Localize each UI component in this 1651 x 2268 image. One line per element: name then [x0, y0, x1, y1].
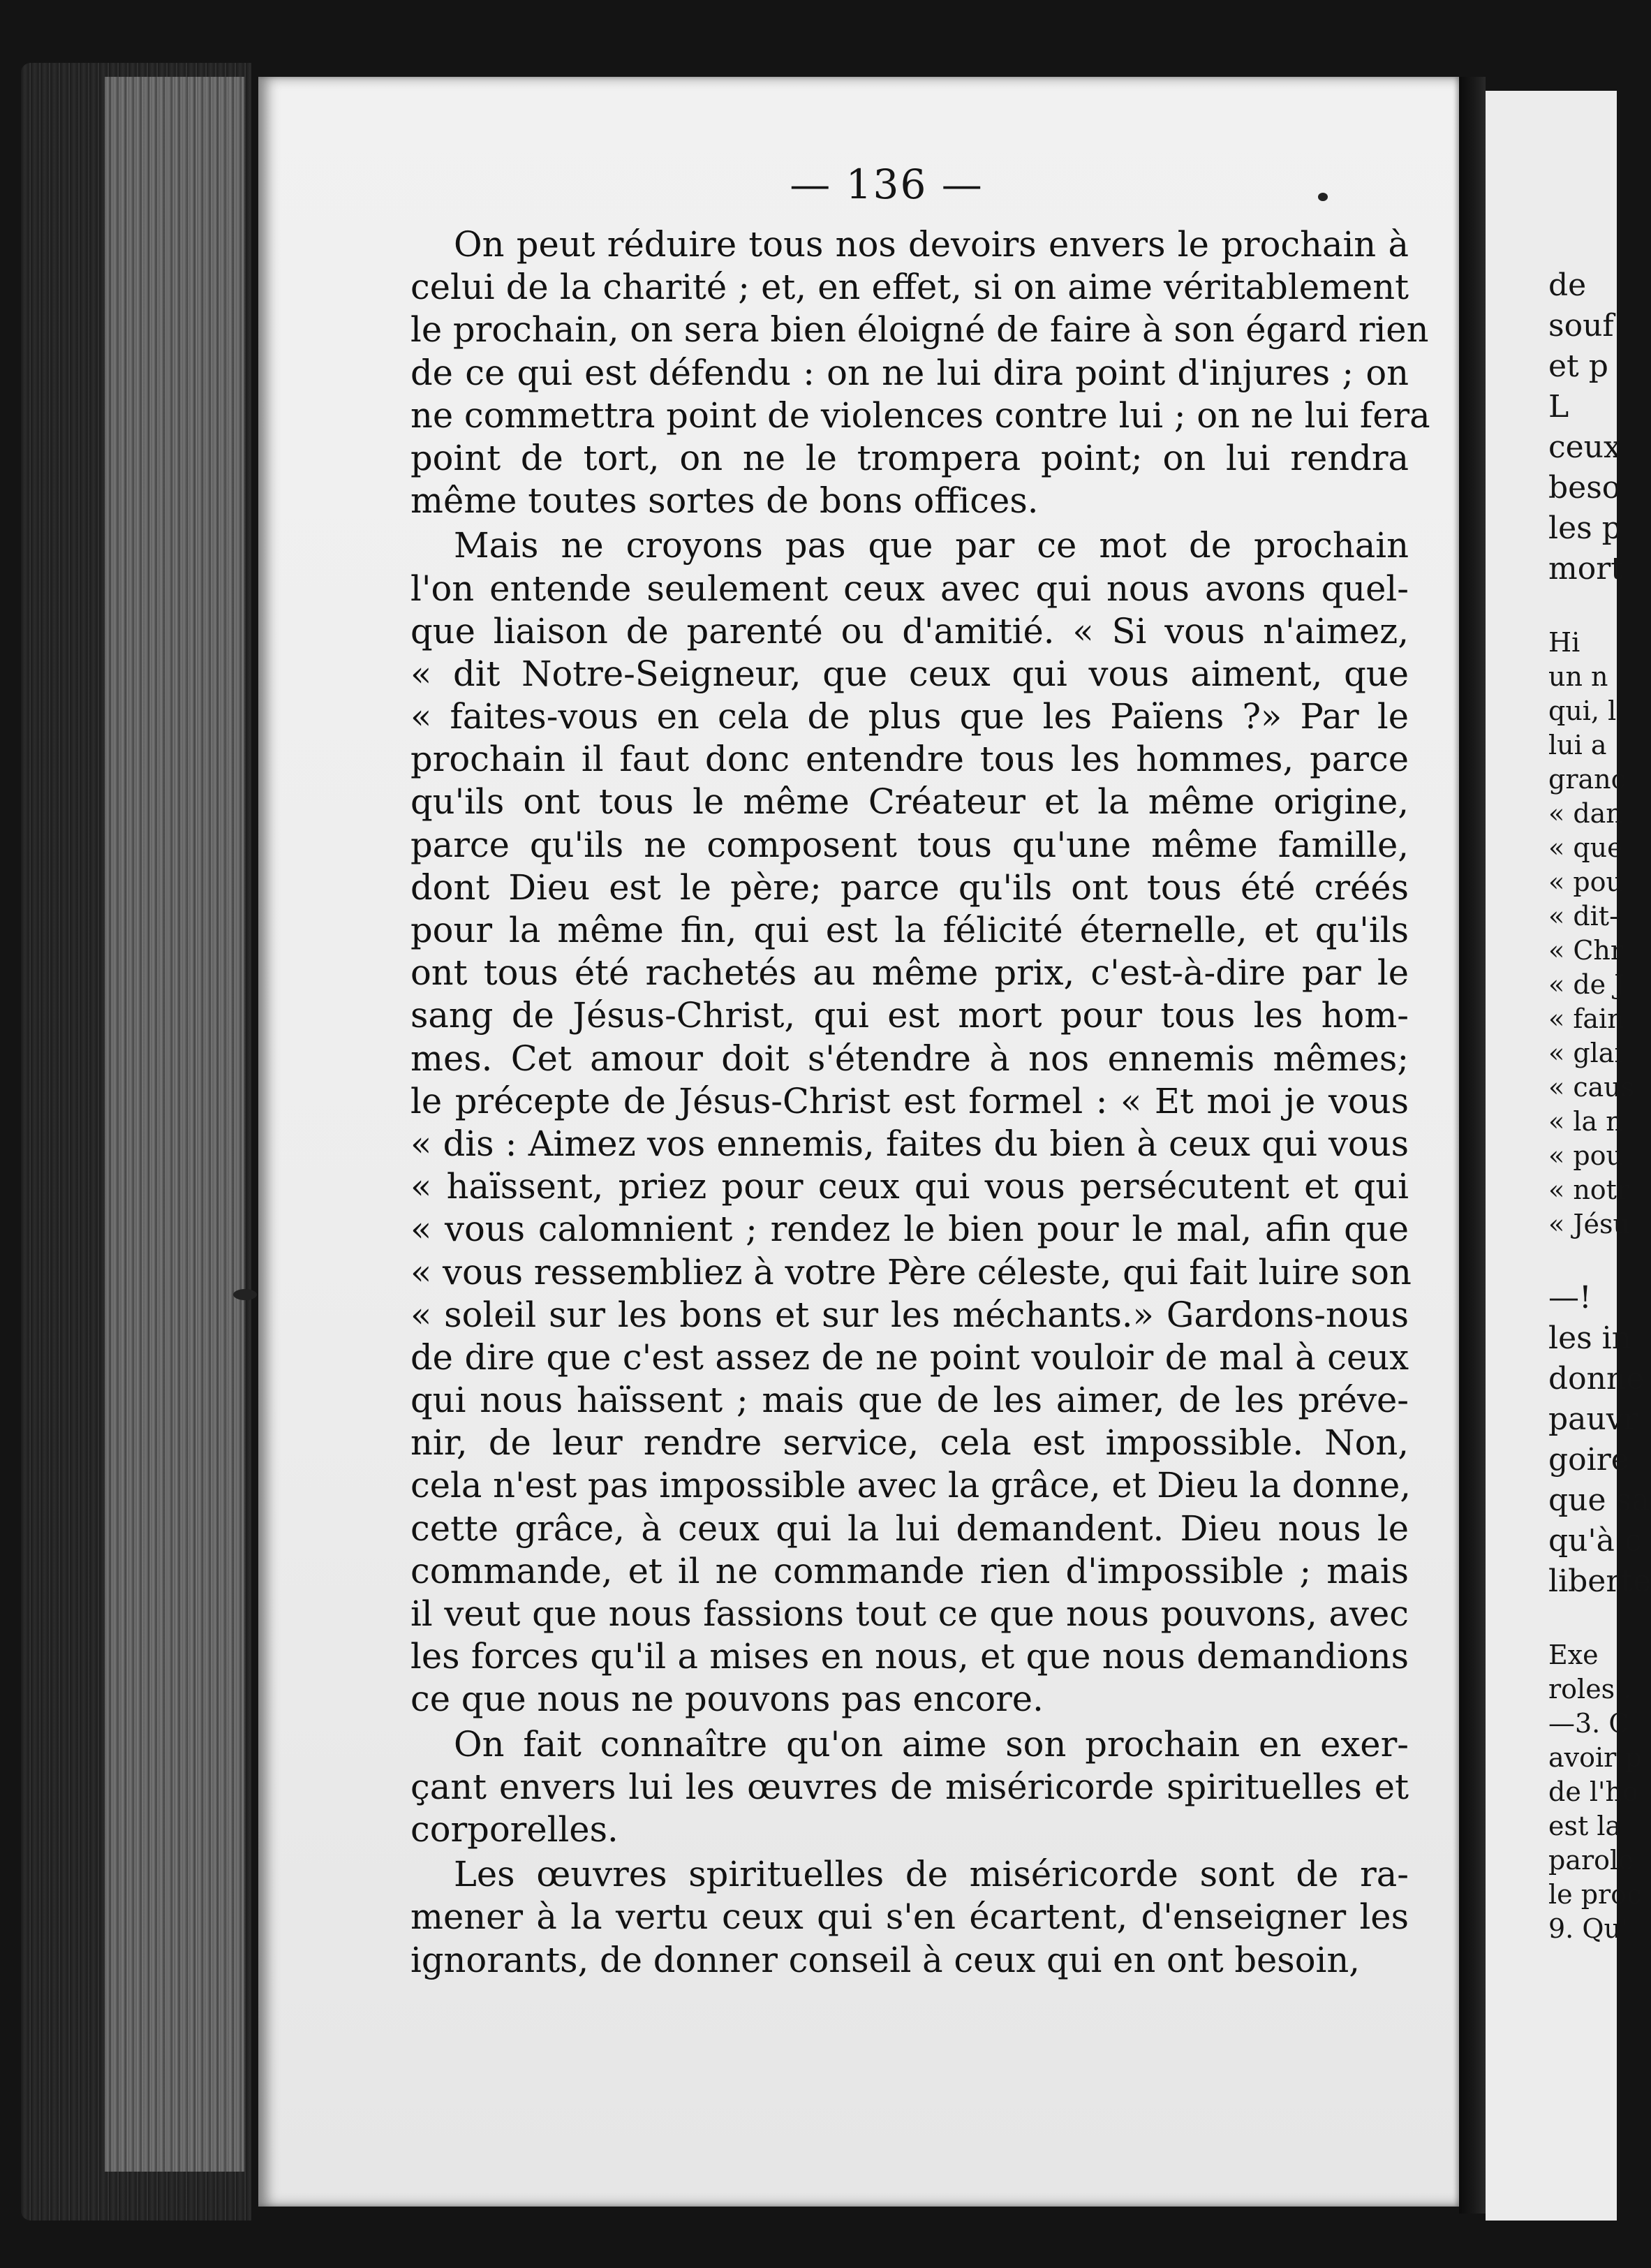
right-page-line: « dit-: [1548, 901, 1618, 932]
right-page-line: de l'ho: [1548, 1776, 1638, 1807]
right-page-line: « pou: [1548, 1140, 1624, 1171]
right-page-line: L: [1548, 389, 1569, 425]
text-line: On fait connaître qu'on aime son prochain en exer-: [454, 1723, 1409, 1765]
right-page-fragment: [1486, 91, 1651, 2221]
right-page-line: qu'à c: [1548, 1523, 1642, 1559]
text-line: sang de Jésus-Christ, qui est mort pour tous les hom-: [410, 995, 1409, 1036]
right-page-line: liberte: [1548, 1563, 1651, 1599]
right-page-line: « notr: [1548, 1174, 1630, 1205]
text-line: il veut que nous fassions tout ce que nous pouvons, avec: [410, 1593, 1409, 1634]
binding-mark: [233, 1289, 257, 1300]
text-line: qu'ils ont tous le même Créateur et la même origine,: [410, 781, 1409, 823]
text-line: dont Dieu est le père; parce qu'ils ont tous été créés: [410, 867, 1409, 908]
right-page-line: « fain: [1548, 1003, 1624, 1034]
ink-mark: [1318, 193, 1328, 201]
text-line: « vous calomnient ; rendez le bien pour le mal, afin que: [410, 1209, 1409, 1250]
right-page-line: roles .: [1548, 1674, 1632, 1704]
right-page-line: beso: [1548, 470, 1621, 506]
right-page-line: —!: [1548, 1280, 1592, 1316]
right-page-line: goire: [1548, 1442, 1629, 1478]
text-line: pour la même fin, qui est la félicité éternelle, et qu'ils: [410, 910, 1409, 950]
text-line: qui nous haïssent ; mais que de les aimer, de les préve-: [410, 1380, 1409, 1421]
right-page-line: les p: [1548, 510, 1622, 546]
right-page-line: parole: [1548, 1845, 1634, 1876]
text-line: çant envers lui les œuvres de miséricorde spirituelles et: [410, 1766, 1409, 1807]
text-line: que liaison de parenté ou d'amitié. « Si vous n'aimez,: [410, 610, 1409, 651]
right-page-line: « Jésu: [1548, 1209, 1631, 1239]
text-line: de dire que c'est assez de ne point vouloir de mal à ceux: [410, 1336, 1409, 1378]
text-line: ont tous été rachetés au même prix, c'est-à-dire par le: [410, 952, 1409, 994]
right-page-line: souf: [1548, 308, 1614, 344]
right-page-text: [1548, 265, 1651, 1946]
right-page-line: granc: [1548, 764, 1626, 795]
right-page-line: « dan: [1548, 798, 1623, 829]
text-line: celui de la charité ; et, en effet, si on aime véritablement: [410, 267, 1409, 308]
right-page-line: donne: [1548, 1361, 1645, 1397]
right-page-line: un n: [1548, 661, 1608, 692]
right-page-line: « caus: [1548, 1072, 1635, 1103]
text-line: cette grâce, à ceux qui la lui demandent. Dieu nous le: [410, 1508, 1409, 1549]
text-line: Mais ne croyons pas que par ce mot de prochain: [454, 525, 1409, 566]
text-line: l'on entende seulement ceux avec qui nous avons quel-: [410, 568, 1409, 609]
page-body-text: [410, 223, 1430, 1984]
text-line: ce que nous ne pouvons pas encore.: [410, 1679, 1044, 1720]
right-page-line: lui a: [1548, 730, 1607, 760]
text-line: « haïssent, priez pour ceux qui vous persécutent et qui: [410, 1166, 1409, 1207]
right-page-line: Hi: [1548, 627, 1580, 658]
right-page-line: « que: [1548, 832, 1623, 863]
text-line: ignorants, de donner conseil à ceux qui en ont besoin,: [410, 1939, 1360, 1980]
text-line: point de tort, on ne le trompera point; on lui rendra: [410, 437, 1409, 478]
right-page-line: « pou: [1548, 867, 1624, 897]
text-line: « faites-vous en cela de plus que les Païens ?» Par le: [410, 696, 1409, 737]
text-line: commande, et il ne commande rien d'impossible ; mais: [410, 1550, 1409, 1591]
right-page-line: mort: [1548, 551, 1623, 587]
right-page-line: qui, l: [1548, 695, 1617, 726]
text-line: les forces qu'il a mises en nous, et que nous demandions: [410, 1636, 1409, 1677]
text-line: « dit Notre-Seigneur, que ceux qui vous aiment, que: [410, 653, 1409, 694]
right-page-line: ceux: [1548, 429, 1621, 465]
paragraph: [410, 524, 1412, 1721]
book-gutter: [1459, 77, 1486, 2214]
right-page-line: « Chr: [1548, 935, 1624, 966]
text-line: nir, de leur rendre service, cela est impossible. Non,: [410, 1422, 1409, 1464]
text-line: corporelles.: [410, 1809, 619, 1850]
page-number: — 136 —: [790, 161, 984, 208]
right-page-line: « de J: [1548, 969, 1625, 1000]
right-page-line: avoir p: [1548, 1742, 1642, 1773]
paragraph: [410, 223, 1430, 522]
right-page-line: de: [1548, 267, 1587, 303]
right-page-line: est la: [1548, 1811, 1622, 1841]
text-line: mener à la vertu ceux qui s'en écartent, d'enseigner les: [410, 1897, 1409, 1938]
text-line: ne commettra point de violences contre lui ; on ne lui fera: [410, 395, 1430, 436]
paragraph: [410, 1853, 1409, 1982]
text-line: même toutes sortes de bons offices.: [410, 480, 1039, 522]
page-stack-edges: [105, 77, 244, 2172]
right-page-line: —3. C: [1548, 1708, 1629, 1739]
right-page-line: « la n: [1548, 1106, 1623, 1137]
text-line: « soleil sur les bons et sur les méchants.» Gardons-nous: [410, 1294, 1409, 1335]
text-line: On peut réduire tous nos devoirs envers le prochain à: [454, 224, 1409, 265]
text-line: le précepte de Jésus-Christ est formel : « Et moi je vous: [410, 1080, 1409, 1121]
text-line: cela n'est pas impossible avec la grâce, et Dieu la donne,: [410, 1465, 1412, 1506]
right-page-line: « glai: [1548, 1038, 1623, 1068]
paragraph: [410, 1723, 1409, 1852]
right-page-line: Exe: [1548, 1640, 1599, 1670]
right-page-line: que sa: [1548, 1482, 1650, 1518]
text-line: mes. Cet amour doit s'étendre à nos ennemis mêmes;: [410, 1038, 1409, 1079]
right-page-line: pauvr: [1548, 1401, 1638, 1437]
right-page-line: le proc: [1548, 1879, 1642, 1910]
text-line: de ce qui est défendu : on ne lui dira point d'injures ; on: [410, 352, 1409, 393]
right-page-line: les in: [1548, 1320, 1632, 1356]
text-line: prochain il faut donc entendre tous les hommes, parce: [410, 739, 1409, 780]
right-page-line: et p: [1548, 348, 1608, 384]
text-line: Les œuvres spirituelles de miséricorde sont de ra-: [454, 1854, 1409, 1895]
text-line: « vous ressembliez à votre Père céleste, qui fait luire son: [410, 1251, 1412, 1293]
text-line: parce qu'ils ne composent tous qu'une même famille,: [410, 824, 1409, 865]
text-line: le prochain, on sera bien éloigné de faire à son égard rien: [410, 309, 1429, 351]
text-line: « dis : Aimez vos ennemis, faites du bien à ceux qui vous: [410, 1123, 1409, 1164]
right-page-line: 9. Qu': [1548, 1913, 1629, 1944]
